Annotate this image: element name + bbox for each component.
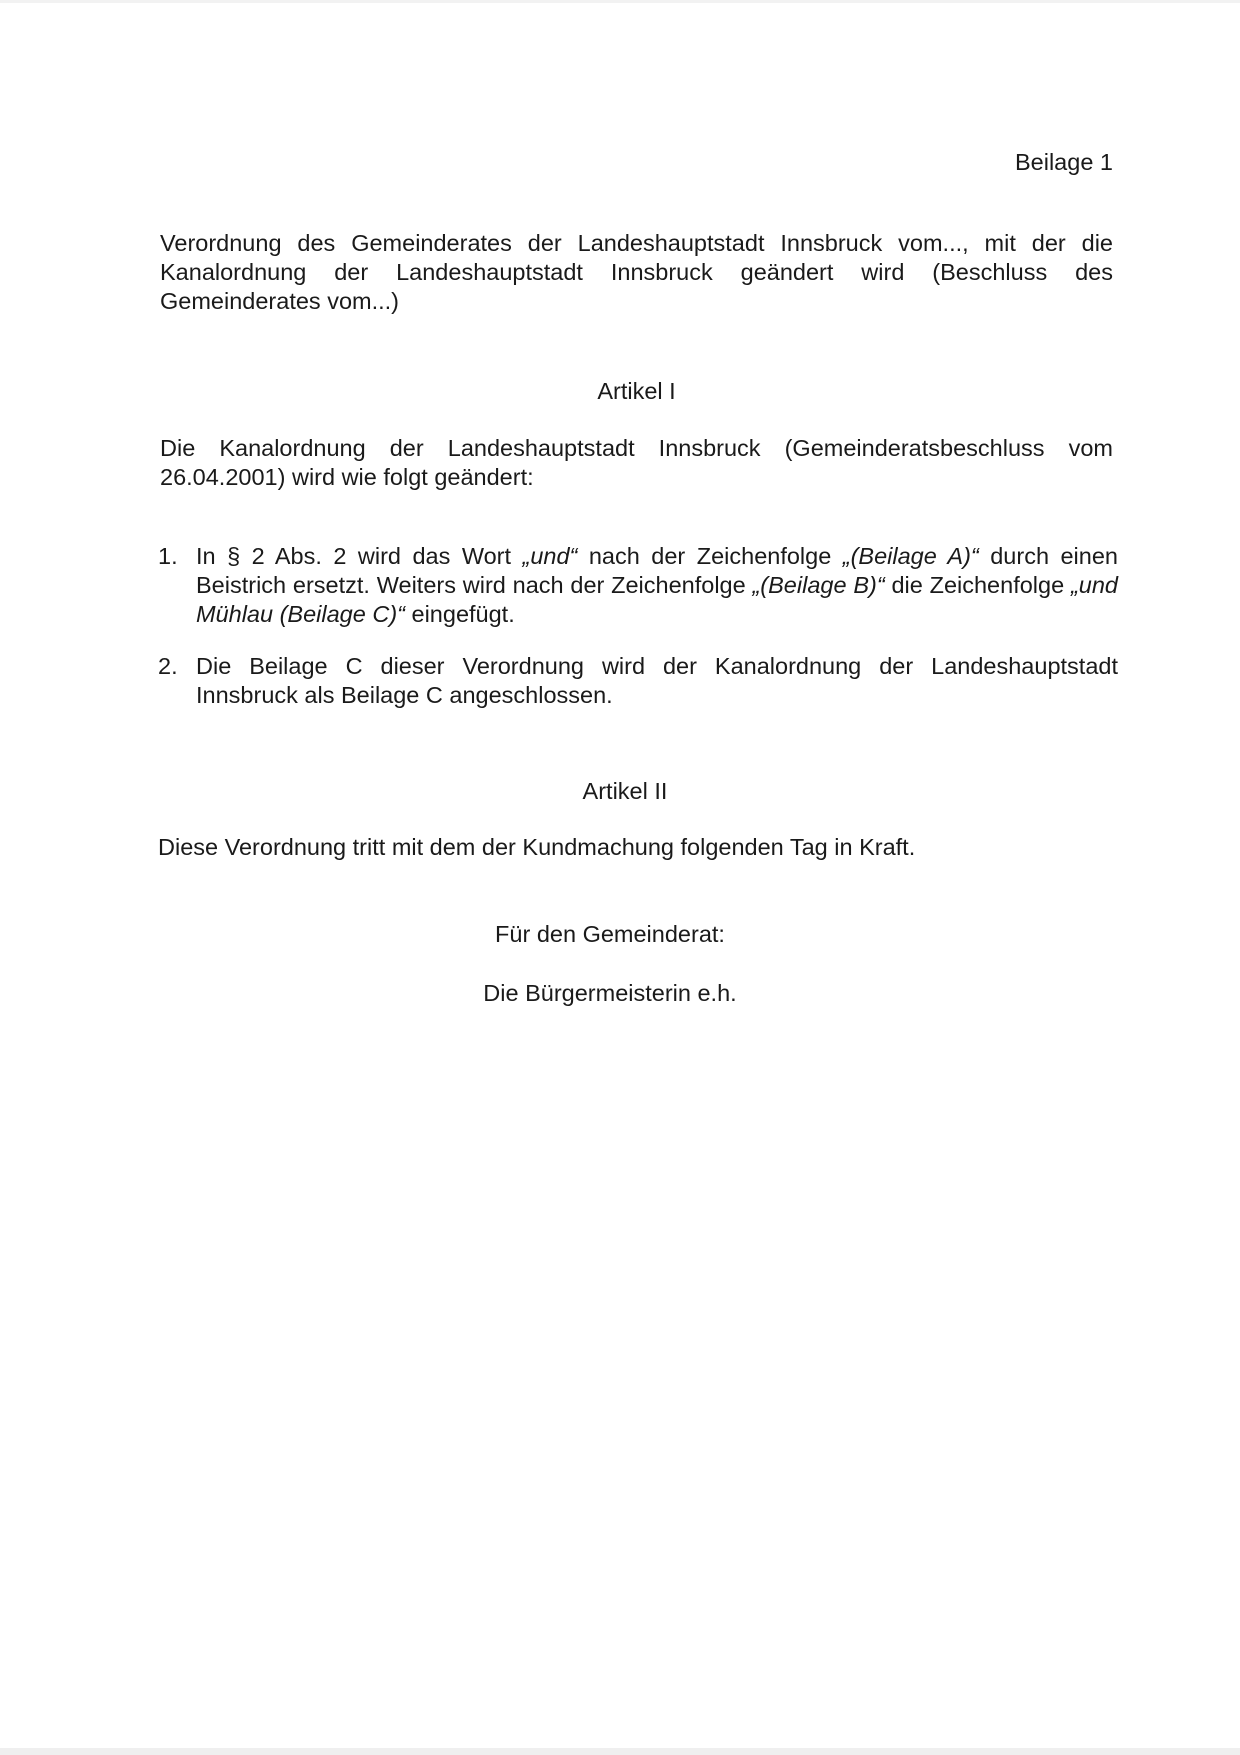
annex-label: Beilage 1	[1015, 149, 1113, 175]
list-item-number: 2.	[158, 653, 178, 679]
list-item-italic-quote: „und“	[522, 543, 578, 569]
article-2-heading: Artikel II	[582, 778, 668, 804]
list-item-italic-quote: „und Mühlau (Beilage C)“	[196, 572, 1118, 627]
list-item	[158, 542, 1118, 629]
scan-edge-bottom	[0, 1748, 1240, 1755]
closing-signature-line: Die Bürgermeisterin e.h.	[483, 980, 737, 1006]
list-item-italic-quote: „(Beilage A)“	[842, 543, 979, 569]
list-item-text-segment: die Zeichenfolge	[884, 572, 1071, 598]
list-item	[158, 652, 1118, 710]
list-item-text-segment: nach der Zeichenfolge	[577, 543, 843, 569]
list-item-text: Die Beilage C dieser Verordnung wird der Kanalordnung der Landeshauptstadt Innsbruck als Beilage C angeschlossen.	[196, 653, 1118, 708]
ordinance-title: Verordnung des Gemeinderates der Landeshauptstadt Innsbruck vom..., mit der die Kanalordnung der Landeshauptstadt Innsbruck geändert wird (Beschluss des Gemeinderates vom...)	[160, 230, 1113, 314]
list-item-text-segment: In § 2 Abs. 2 wird das Wort	[196, 543, 523, 569]
article-1-heading: Artikel I	[597, 378, 676, 404]
list-item-text-segment: durch einen Beistrich ersetzt. Weiters wird nach der Zeichenfolge	[196, 543, 1118, 598]
list-item-number: 1.	[158, 543, 178, 569]
closing-council-line: Für den Gemeinderat:	[495, 921, 725, 947]
amendment-list	[158, 542, 1118, 733]
article-2-text: Diese Verordnung tritt mit dem der Kundmachung folgenden Tag in Kraft.	[158, 834, 916, 860]
article-1-text: Die Kanalordnung der Landeshauptstadt Innsbruck (Gemeinderatsbeschluss vom 26.04.2001) wird wie folgt geändert:	[160, 435, 1113, 490]
list-item-italic-quote: „(Beilage B)“	[752, 572, 885, 598]
scan-edge-top	[0, 0, 1240, 3]
list-item-text-segment: eingefügt.	[404, 601, 515, 627]
